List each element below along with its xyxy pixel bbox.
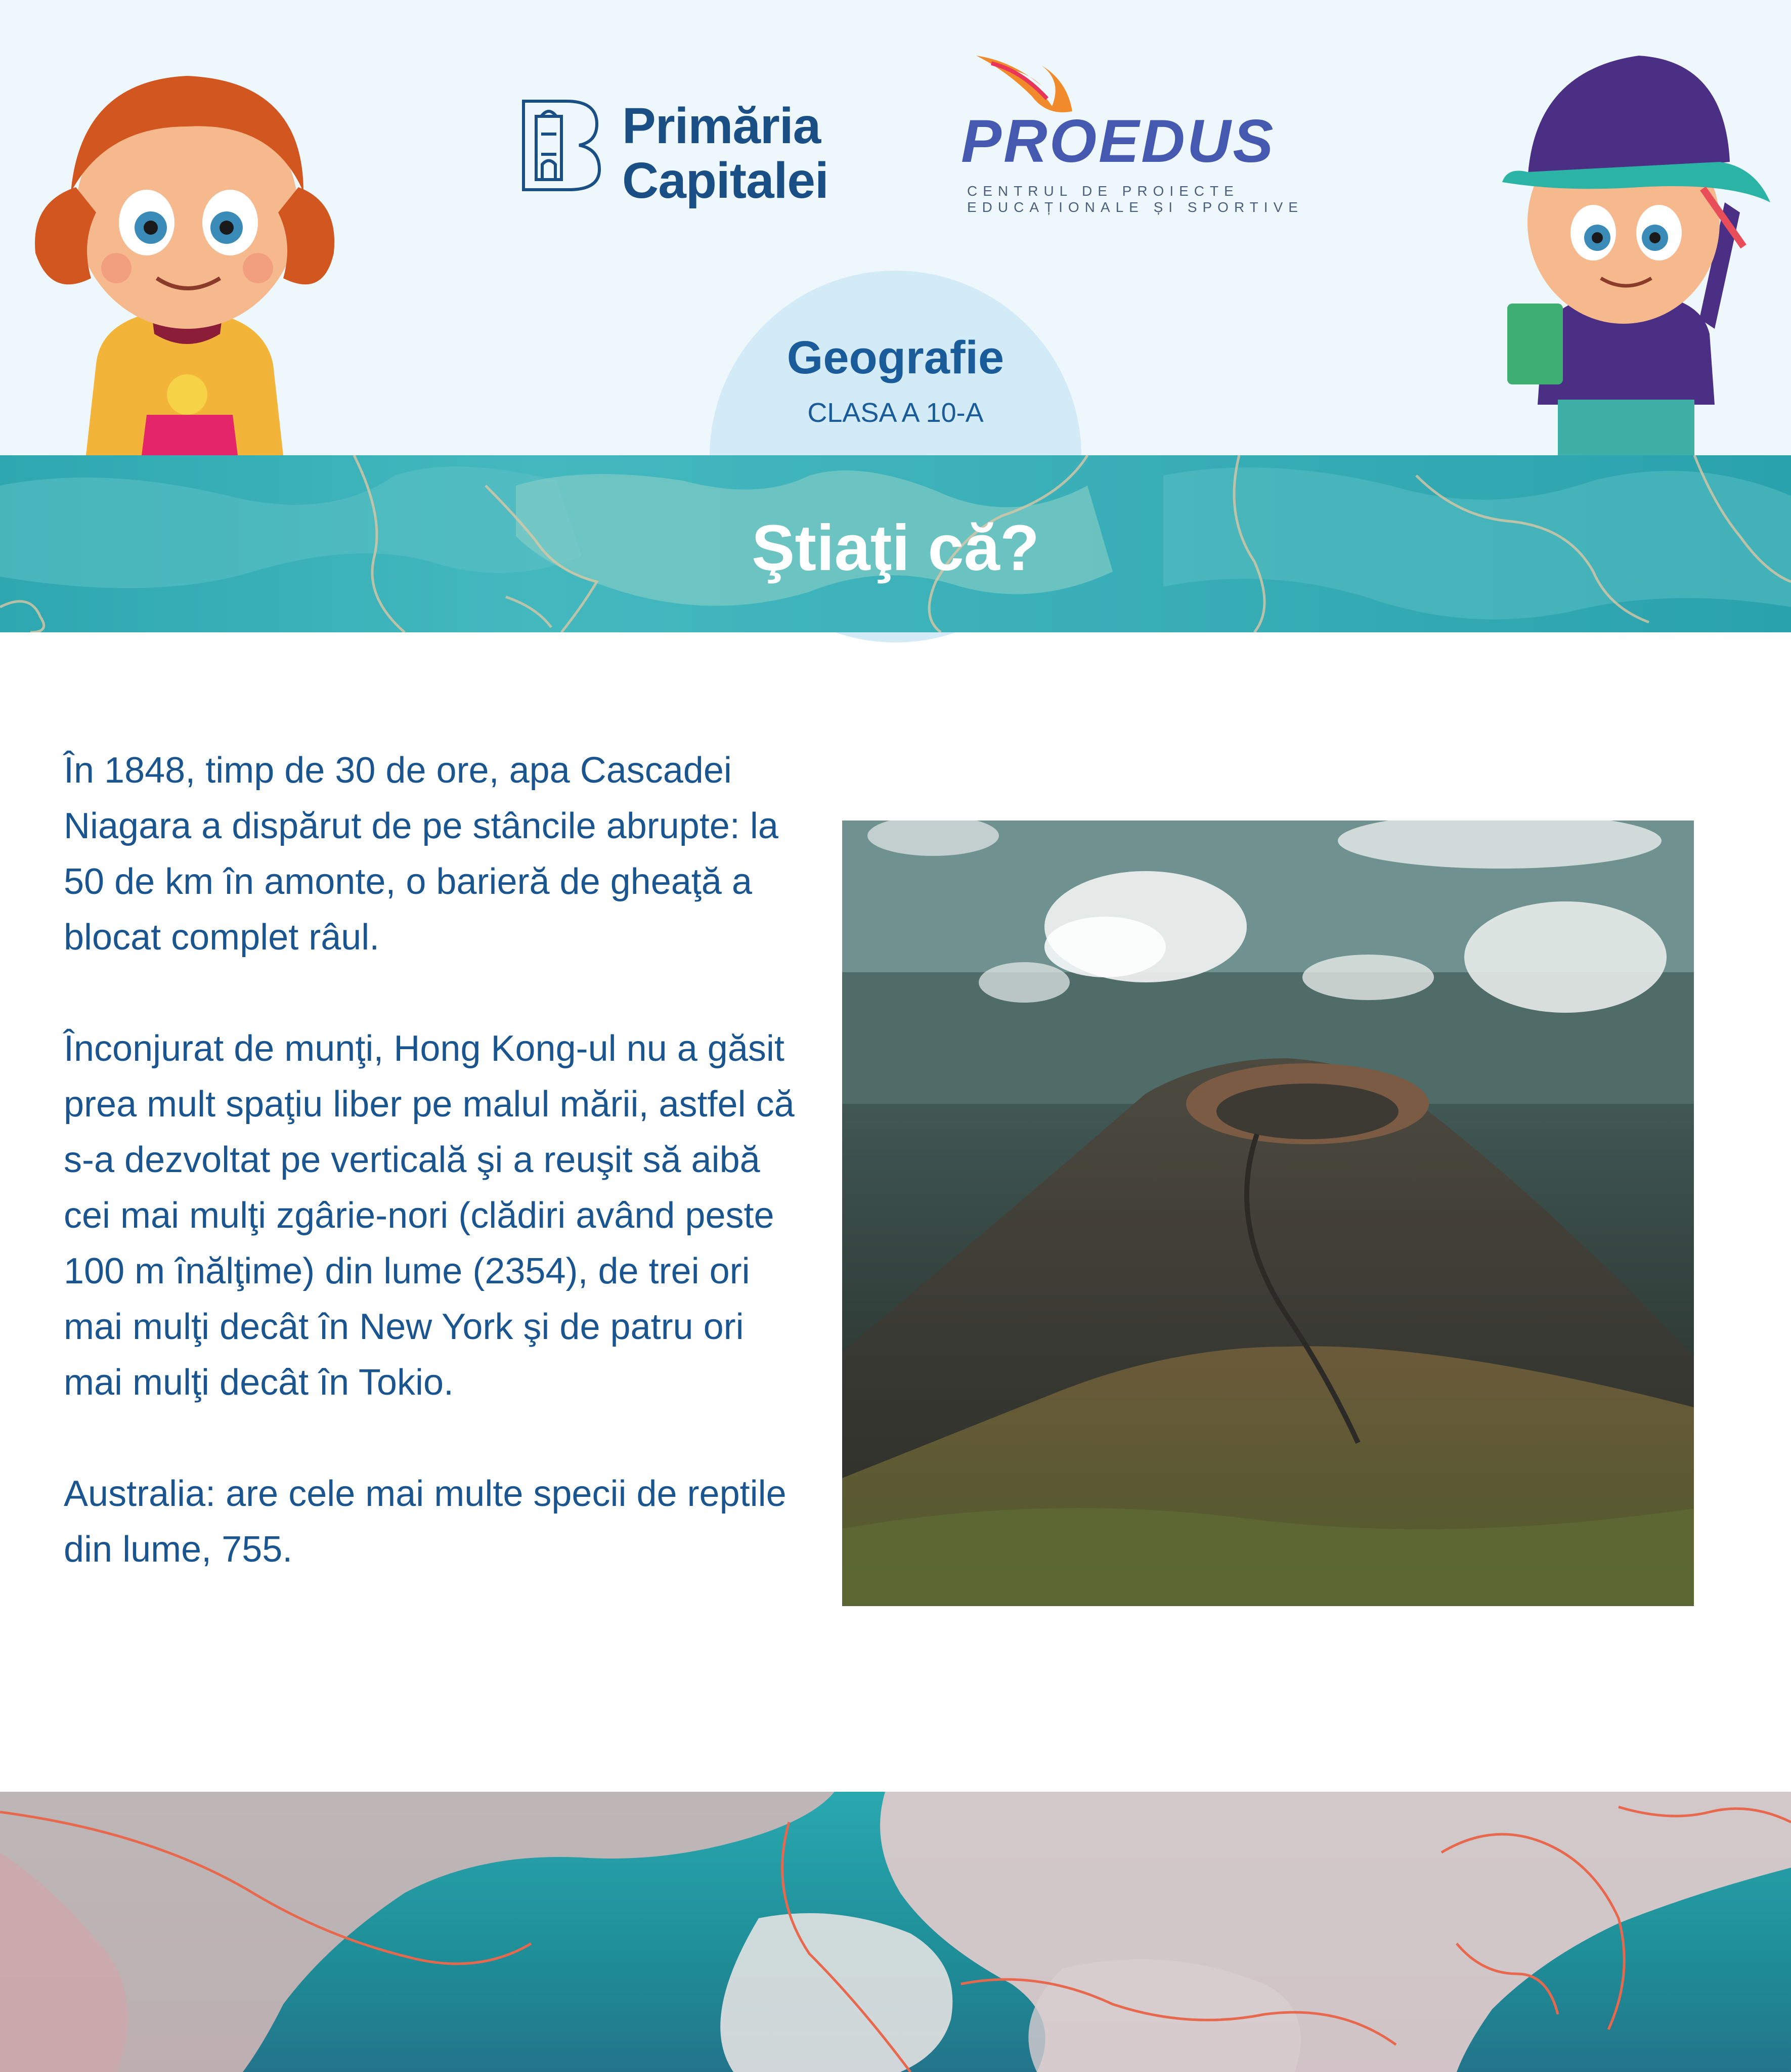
banner-title: Ştiaţi că? [751,512,1040,584]
footer-world-map-illustration [0,1792,1791,2072]
boy-mascot-illustration [1487,51,1770,455]
primaria-logo-line2: Capitalei [622,152,828,209]
primaria-b-mark-icon [521,99,602,192]
fact-paragraph-hong-kong: Înconjurat de munţi, Hong Kong-ul nu a găsit prea mult spaţiu liber pe malul mării, astfel că s-a dezvoltat pe verticală şi a reuşit să aibă cei mai mulţi zgârie-nori (clădiri având peste 100 m înălţime) din lume (2354), de trei ori mai mulţi decât în New York şi de patru ori mai mulţi decât în Tokio. [64,1028,795,1403]
facts-text [64,743,797,1633]
footer-world-map [0,1792,1791,2072]
subject-class: CLASA A 10-A [807,398,984,428]
proedus-logo [961,51,1303,215]
volcano-photo [842,821,1694,1606]
proedus-logo-tagline [967,183,1303,215]
proedus-tagline-line2: EDUCAȚIONALE ȘI SPORTIVE [967,199,1303,215]
proedus-tagline-line1: CENTRUL DE PROIECTE [967,183,1239,199]
proedus-logo-word: PROEDUS [961,107,1276,175]
subject-title: Geografie [787,332,1004,383]
volcano-photo-illustration [842,821,1694,1606]
primaria-logo-line1: Primăria [622,98,821,154]
primaria-capitalei-logo [521,98,845,209]
girl-mascot-illustration [20,61,344,455]
fact-paragraph-niagara: În 1848, timp de 30 de ore, apa Cascadei Niagara a dispărut de pe stâncile abrupte: la 50 de km în amonte, o barieră de gheaţă a blocat complet râul. [64,750,778,958]
fact-paragraph-australia: Australia: are cele mai multe specii de reptile din lume, 755. [64,1474,787,1570]
